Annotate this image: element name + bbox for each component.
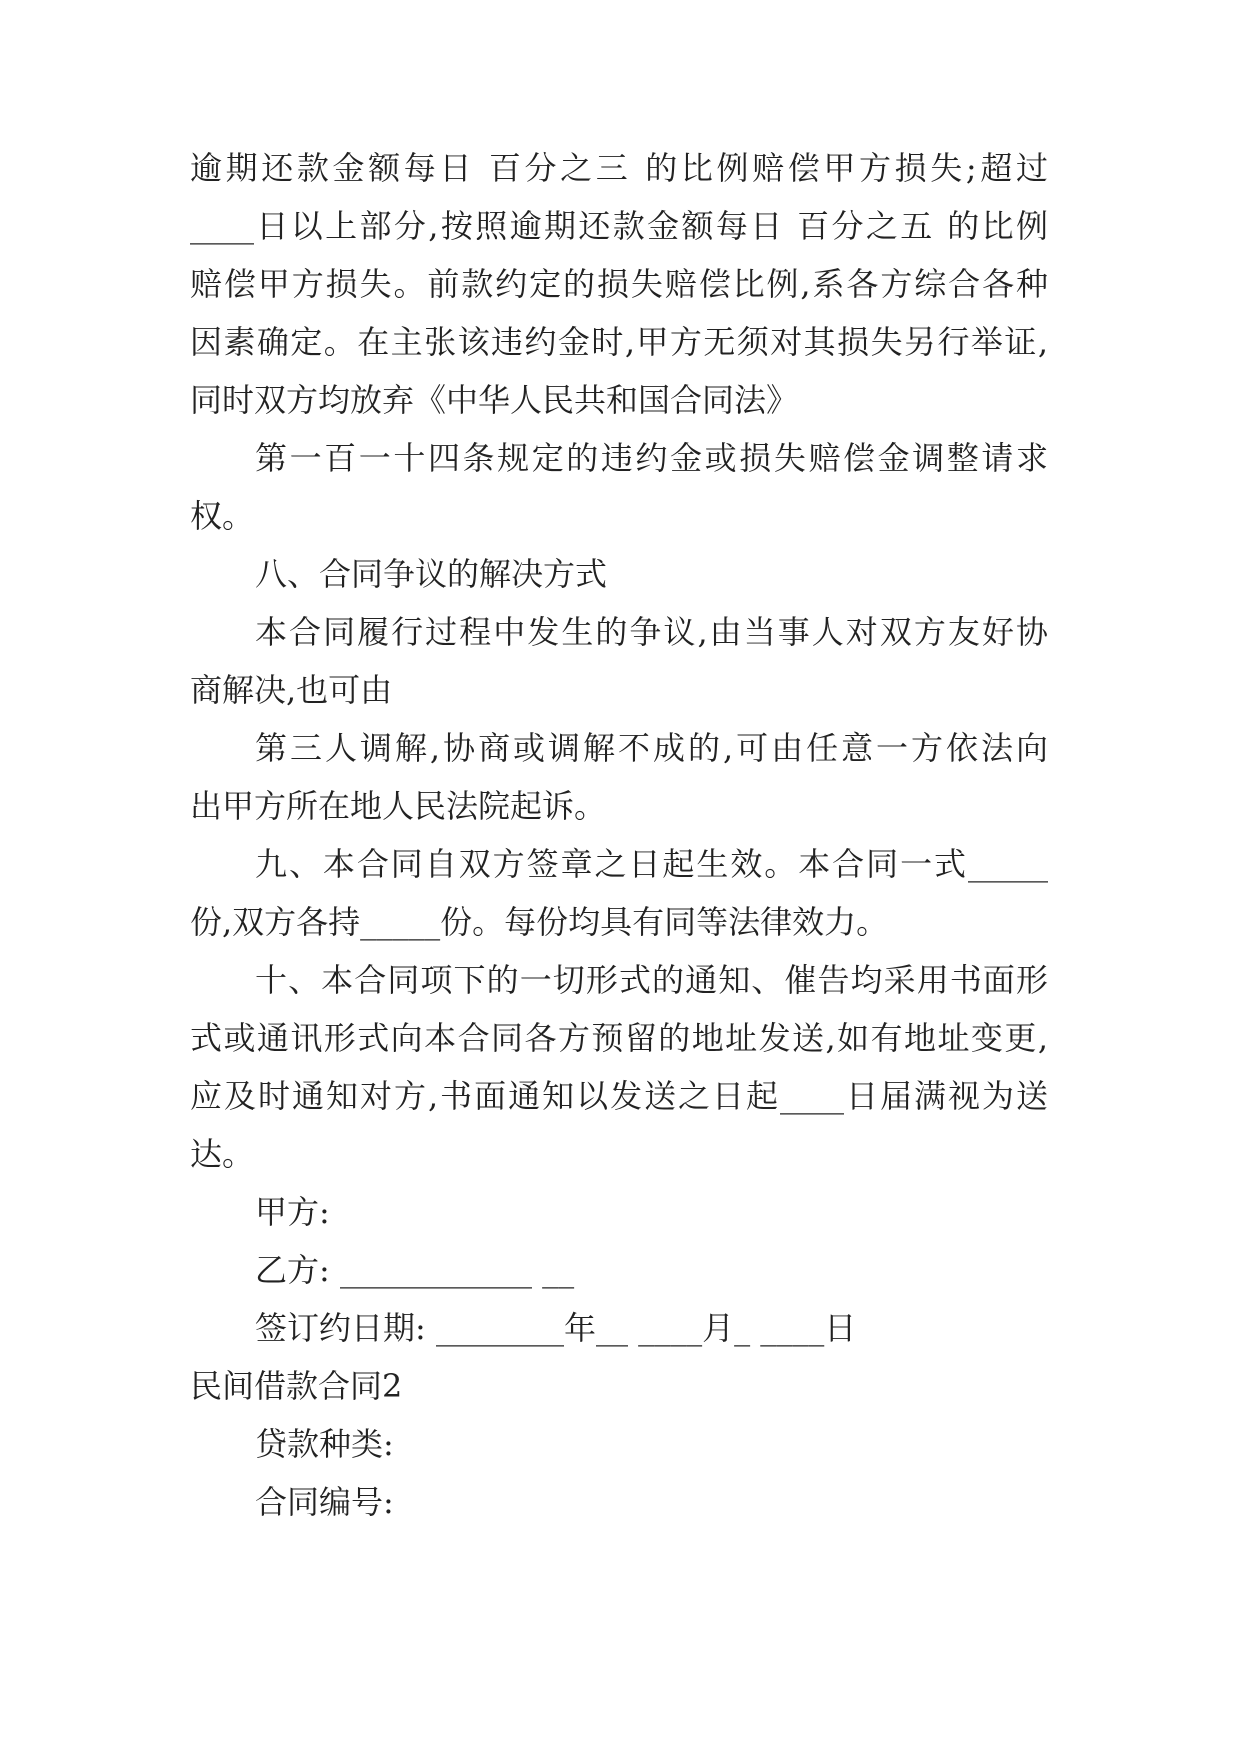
paragraph-line: 商解决,也可由 xyxy=(190,671,393,709)
paragraph-line: 因素确定。在主张该违约金时,甲方无须对其损失另行举证, xyxy=(190,323,1048,361)
party-b-label: 乙方: ____________ __ xyxy=(255,1251,575,1289)
signing-date-line: 签订约日期: ________年__ ____月_ ____日 xyxy=(255,1309,857,1347)
document-title: 民间借款合同2 xyxy=(190,1367,403,1405)
paragraph-line: 九、本合同自双方签章之日起生效。本合同一式_____ xyxy=(255,845,1048,883)
paragraph-line: 本合同履行过程中发生的争议,由当事人对双方友好协 xyxy=(255,613,1048,651)
paragraph-line: ____日以上部分,按照逾期还款金额每日 百分之五 的比例 xyxy=(190,207,1048,245)
loan-type-label: 贷款种类: xyxy=(255,1425,394,1463)
paragraph-line: 十、本合同项下的一切形式的通知、催告均采用书面形 xyxy=(255,961,1048,999)
contract-number-label: 合同编号: xyxy=(255,1483,394,1521)
paragraph-line: 赔偿甲方损失。前款约定的损失赔偿比例,系各方综合各种 xyxy=(190,265,1048,303)
paragraph-line: 第一百一十四条规定的违约金或损失赔偿金调整请求 xyxy=(255,439,1048,477)
paragraph-line: 同时双方均放弃《中华人民共和国合同法》 xyxy=(190,381,799,419)
paragraph-line: 逾期还款金额每日 百分之三 的比例赔偿甲方损失;超过 xyxy=(190,149,1048,187)
party-a-label: 甲方: xyxy=(255,1193,330,1231)
paragraph-line: 式或通讯形式向本合同各方预留的地址发送,如有地址变更, xyxy=(190,1019,1048,1057)
paragraph-line: 第三人调解,协商或调解不成的,可由任意一方依法向 xyxy=(255,729,1048,767)
paragraph-line: 达。 xyxy=(190,1135,255,1173)
paragraph-line: 应及时通知对方,书面通知以发送之日起____日届满视为送 xyxy=(190,1077,1048,1115)
paragraph-line: 权。 xyxy=(190,497,255,535)
paragraph-line: 出甲方所在地人民法院起诉。 xyxy=(190,787,607,825)
paragraph-line: 份,双方各持_____份。每份均具有同等法律效力。 xyxy=(190,903,889,941)
section-heading: 八、合同争议的解决方式 xyxy=(255,555,608,593)
